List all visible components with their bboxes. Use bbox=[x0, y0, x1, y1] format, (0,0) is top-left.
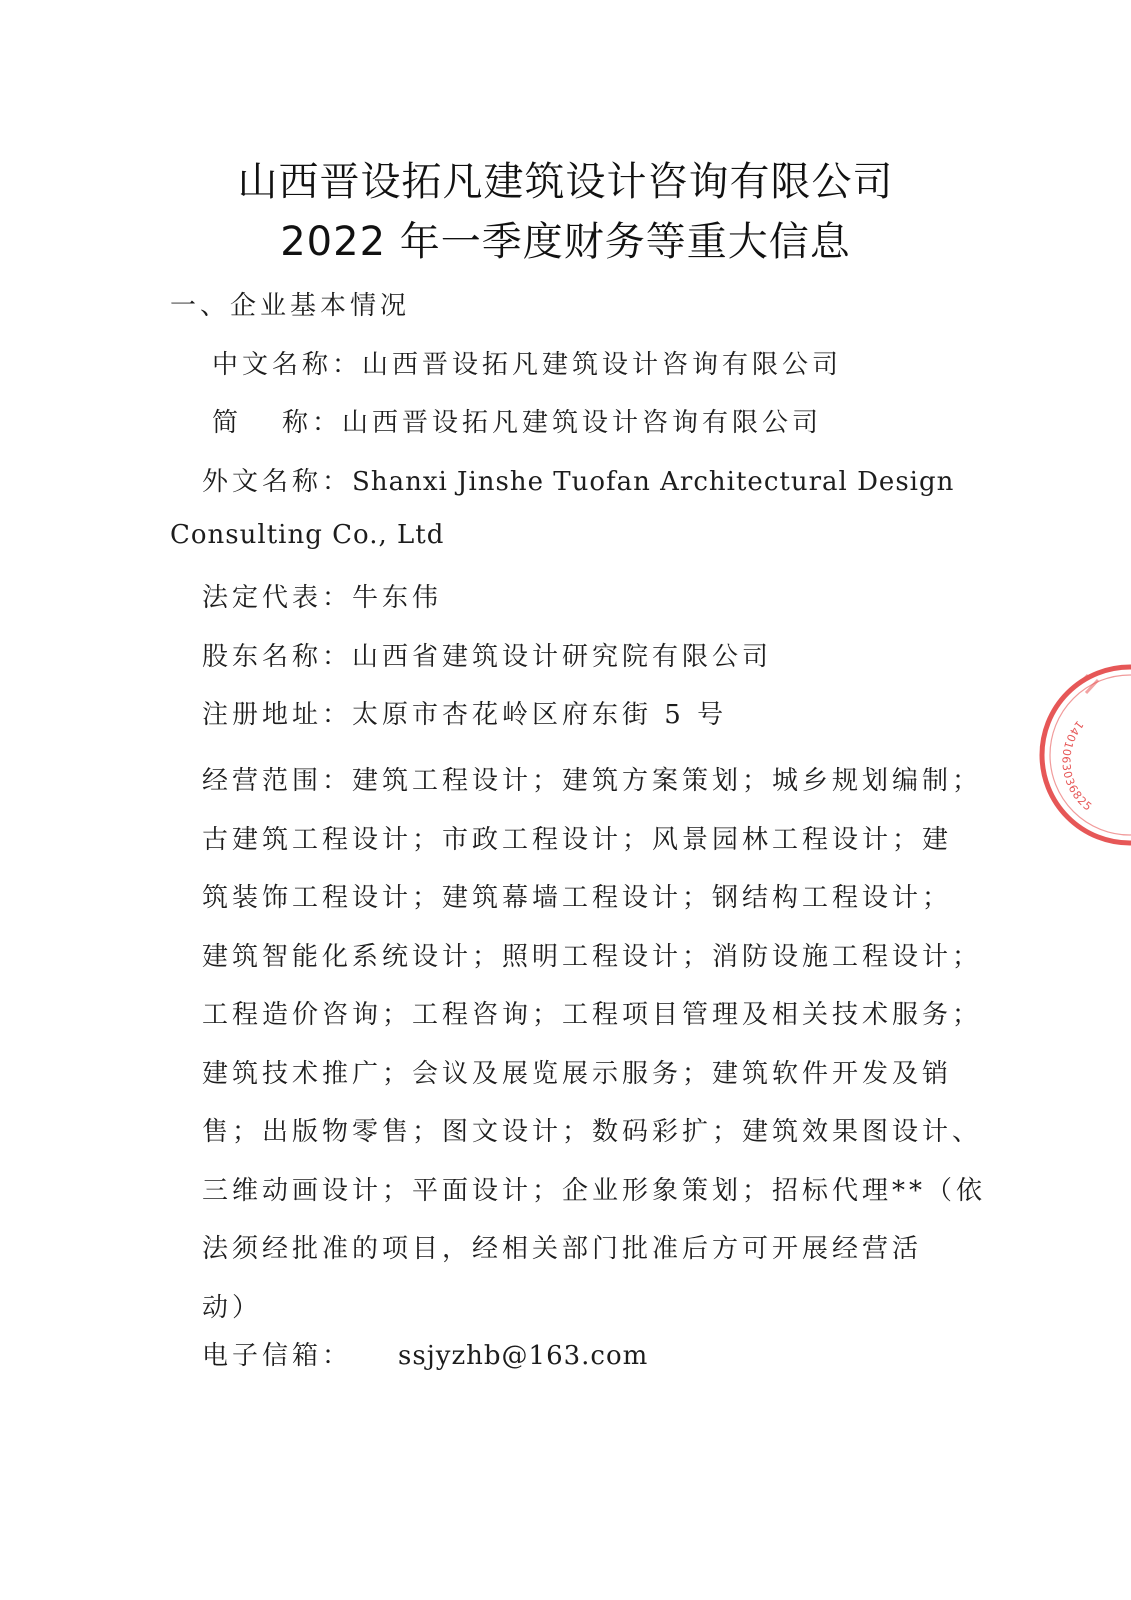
seal-number-text: 1401063036825 bbox=[1059, 718, 1095, 815]
address-label: 注册地址： bbox=[202, 700, 353, 730]
business-scope-line: 经营范围：建筑工程设计；建筑方案策划；城乡规划编制； bbox=[202, 766, 983, 796]
foreign-name-value-part2: Consulting Co., Ltd bbox=[170, 520, 445, 550]
business-scope-line: 三维动画设计；平面设计；企业形象策划；招标代理**（依 bbox=[202, 1175, 987, 1206]
short-name-row bbox=[212, 402, 822, 439]
business-scope-line: 古建筑工程设计；市政工程设计；风景园林工程设计；建 bbox=[202, 824, 953, 855]
shareholder-row bbox=[202, 636, 772, 673]
address-row bbox=[202, 694, 727, 731]
business-scope-line: 售；出版物零售；图文设计；数码彩扩；建筑效果图设计、 bbox=[202, 1117, 983, 1147]
chinese-name-value: 山西晋设拓凡建筑设计咨询有限公司 bbox=[362, 350, 843, 380]
short-name-value: 山西晋设拓凡建筑设计咨询有限公司 bbox=[342, 408, 823, 438]
svg-text:1401063036825 bbox=[1059, 718, 1094, 814]
chinese-name-label: 中文名称： bbox=[212, 350, 363, 380]
legal-rep-label: 法定代表： bbox=[202, 583, 353, 613]
email-label: 电子信箱： bbox=[202, 1341, 353, 1371]
document-title-line1: 山西晋设拓凡建筑设计咨询有限公司 bbox=[237, 159, 894, 205]
foreign-name-value-part1: Shanxi Jinshe Tuofan Architectural Design bbox=[352, 467, 955, 497]
address-value: 太原市杏花岭区府东街 5 号 bbox=[352, 700, 728, 730]
legal-rep-value: 牛东伟 bbox=[352, 583, 443, 613]
company-seal-stamp bbox=[1038, 655, 1131, 855]
section-heading: 一、企业基本情况 bbox=[170, 291, 411, 321]
document-title-line2: 2022 年一季度财务等重大信息 bbox=[280, 219, 851, 265]
business-scope-line: 建筑技术推广；会议及展览展示服务；建筑软件开发及销 bbox=[202, 1058, 953, 1089]
short-name-label-2: 称： bbox=[282, 408, 343, 438]
email-row bbox=[202, 1335, 648, 1372]
business-scope-line: 建筑智能化系统设计；照明工程设计；消防设施工程设计； bbox=[202, 941, 983, 972]
business-scope bbox=[202, 752, 987, 1337]
shareholder-value: 山西省建筑设计研究院有限公司 bbox=[352, 642, 773, 672]
legal-rep-row bbox=[202, 577, 442, 614]
business-scope-line: 动） bbox=[202, 1292, 263, 1323]
business-scope-line: 筑装饰工程设计；建筑幕墙工程设计；钢结构工程设计； bbox=[202, 883, 953, 913]
business-scope-line: 法须经批准的项目，经相关部门批准后方可开展经营活 bbox=[202, 1234, 923, 1264]
chinese-name-row bbox=[212, 344, 842, 381]
shareholder-label: 股东名称： bbox=[202, 642, 353, 672]
email-value: ssjyzhb@163.com bbox=[398, 1341, 649, 1371]
short-name-label-1: 简 bbox=[212, 408, 243, 438]
foreign-name-label: 外文名称： bbox=[202, 467, 353, 497]
foreign-name-row bbox=[202, 461, 954, 498]
business-scope-line: 工程造价咨询；工程咨询；工程项目管理及相关技术服务； bbox=[202, 1000, 983, 1030]
